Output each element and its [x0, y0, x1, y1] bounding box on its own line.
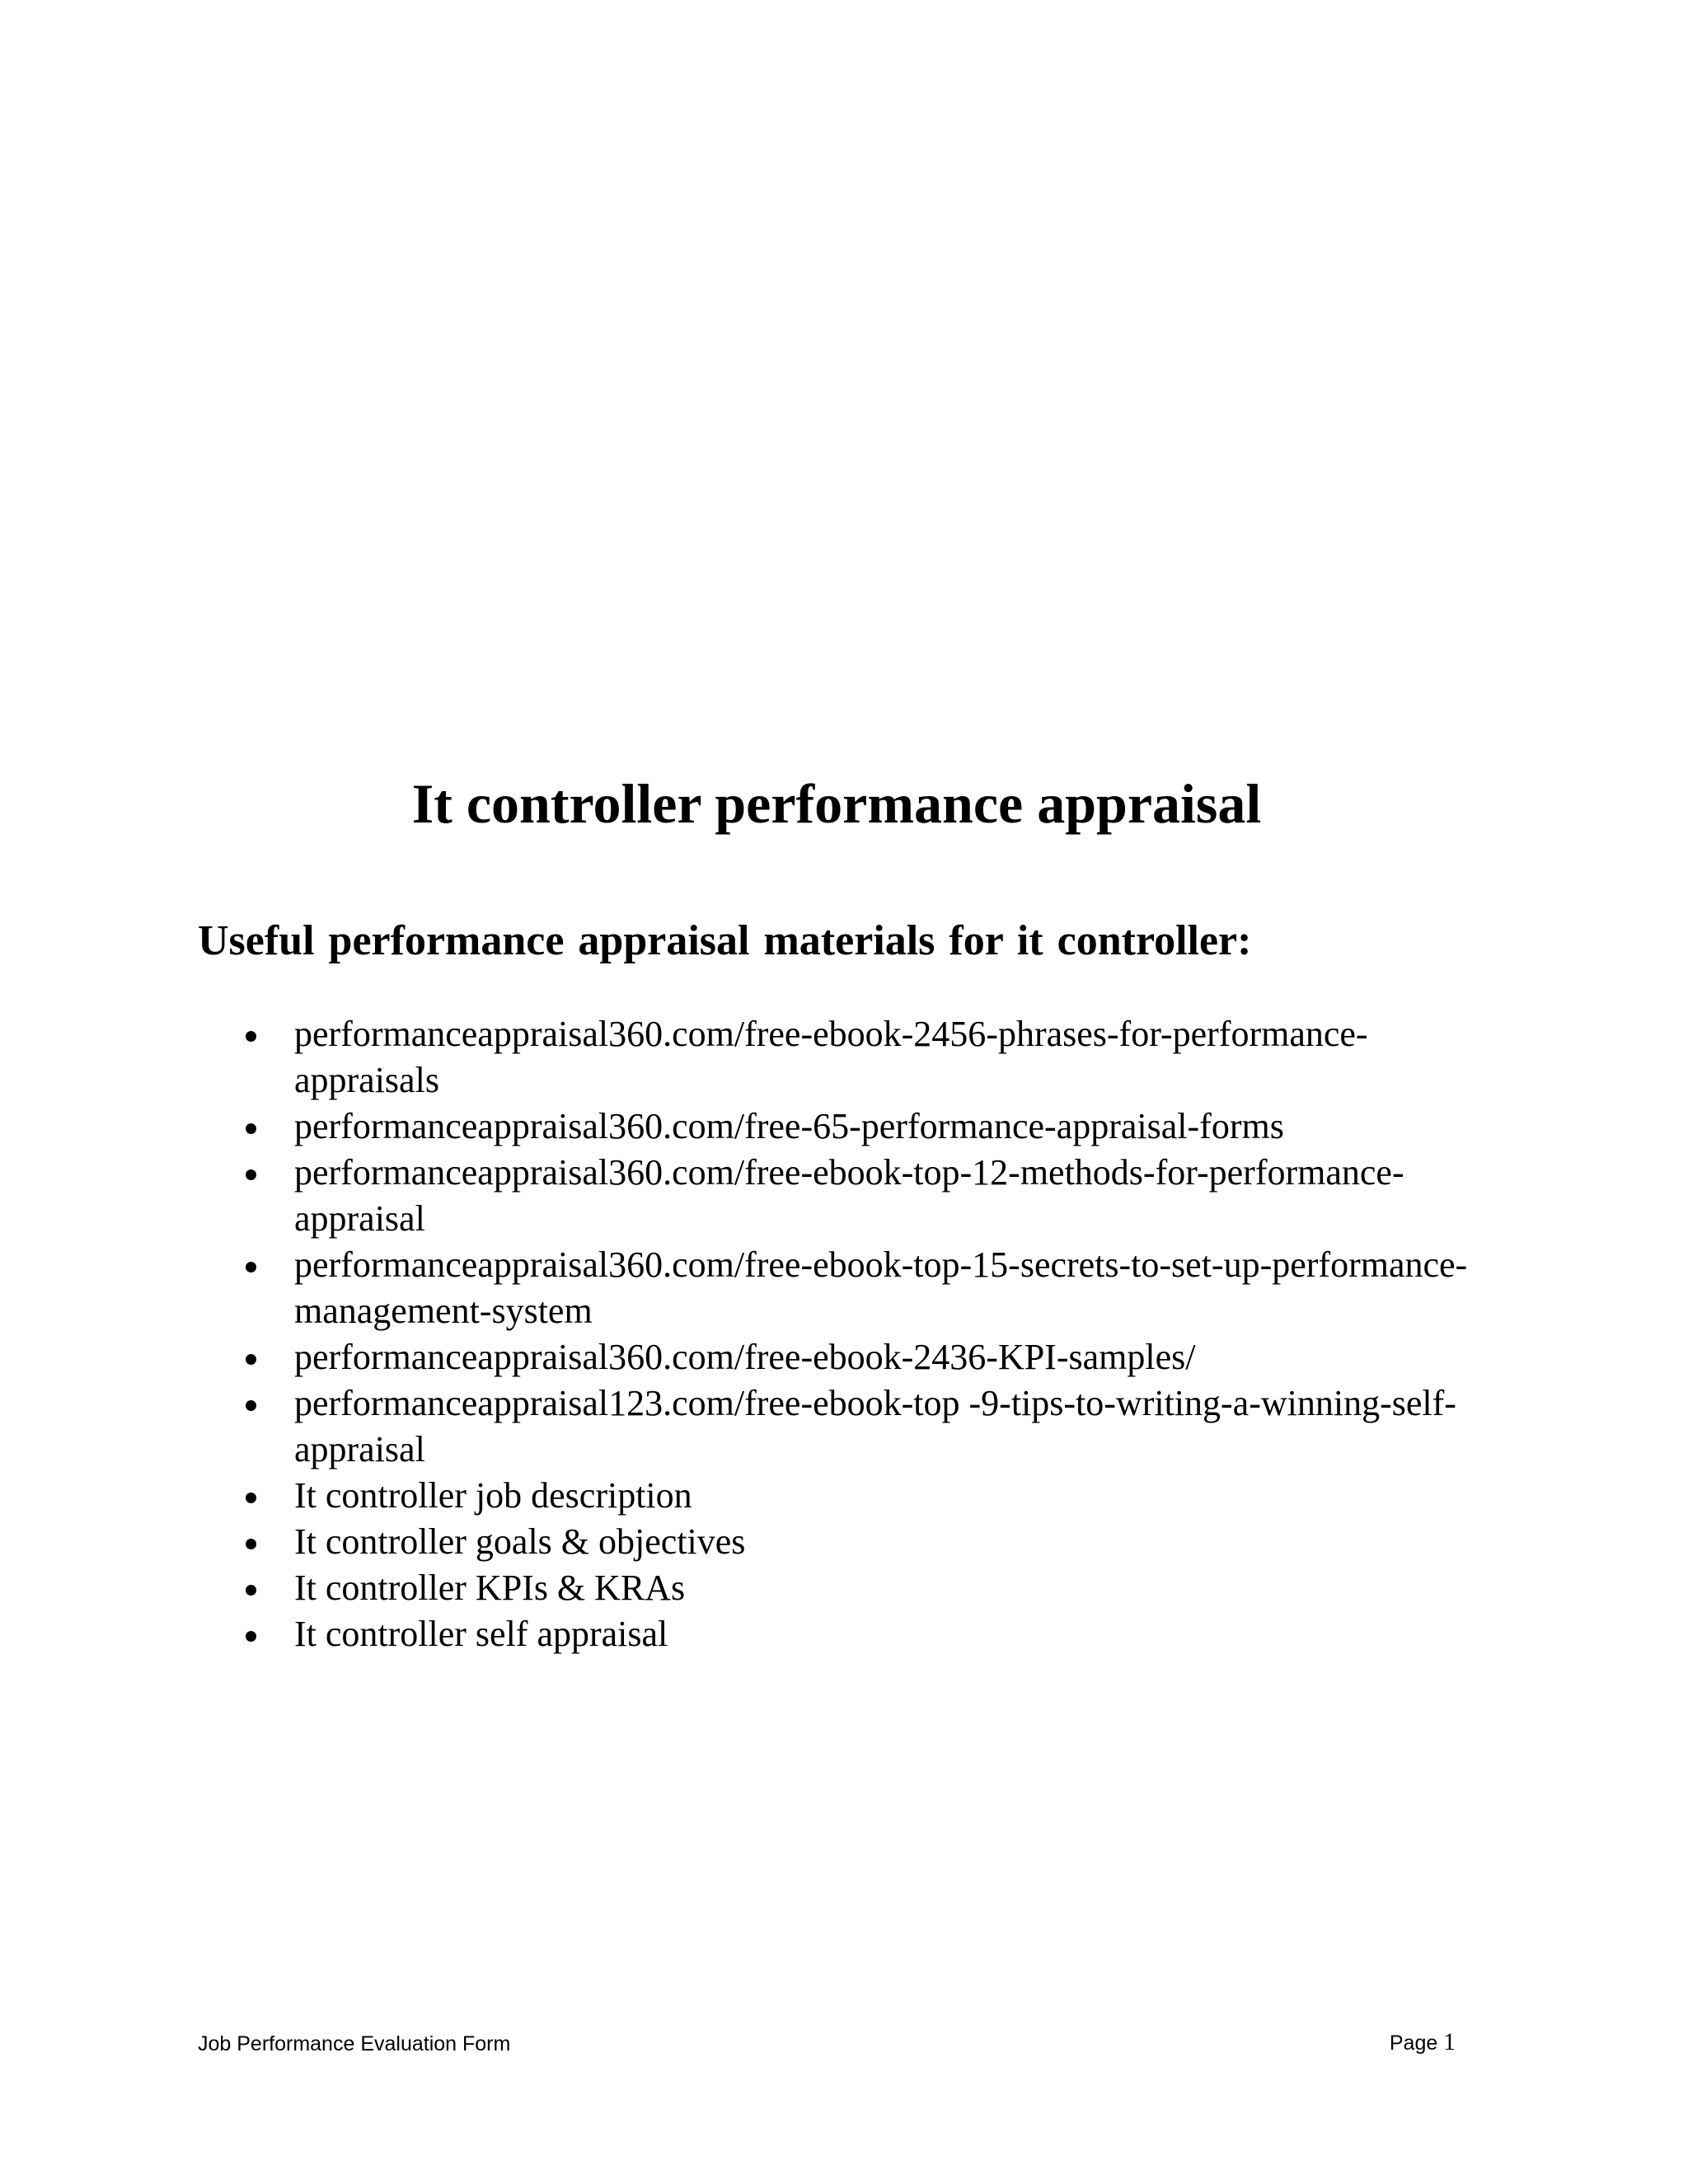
list-item-text: performanceappraisal360.com/free-ebook-top-15-secrets-to-set-up-performance-management-system [294, 1244, 1468, 1331]
page-number: 1 [1443, 2028, 1456, 2055]
list-item [0, 1473, 1481, 1519]
bullet-icon [246, 1585, 256, 1596]
bullet-icon [246, 1400, 256, 1411]
footer-page-number [1390, 2028, 1456, 2057]
list-item [0, 1104, 1481, 1150]
bullet-icon [246, 1631, 256, 1642]
materials-subheading: Useful performance appraisal materials for it controller: [198, 917, 1252, 964]
list-item [0, 1011, 1481, 1104]
materials-list [0, 1011, 1688, 1657]
list-item-text: It controller goals & objectives [294, 1521, 746, 1562]
list-item-text: It controller KPIs & KRAs [294, 1568, 686, 1608]
list-item [0, 1565, 1481, 1611]
list-item-text: performanceappraisal360.com/free-ebook-2436-KPI-samples/ [294, 1337, 1196, 1377]
list-item [0, 1380, 1481, 1473]
bullet-icon [246, 1493, 256, 1503]
list-item [0, 1150, 1481, 1242]
list-item [0, 1242, 1481, 1334]
bullet-icon [246, 1031, 256, 1042]
bullet-icon [246, 1169, 256, 1180]
list-item [0, 1611, 1481, 1657]
list-item-text: performanceappraisal360.com/free-ebook-2456-phrases-for-performance-appraisals [294, 1014, 1368, 1100]
bullet-icon [246, 1262, 256, 1272]
page-label: Page [1389, 2032, 1438, 2055]
list-item-text: performanceappraisal360.com/free-65-performance-appraisal-forms [294, 1106, 1284, 1146]
list-item-text: performanceappraisal123.com/free-ebook-top -9-tips-to-writing-a-winning-self-appraisal [294, 1383, 1456, 1469]
bullet-icon [246, 1123, 256, 1134]
list-item [0, 1334, 1481, 1380]
list-item-text: It controller self appraisal [294, 1614, 668, 1654]
bullet-icon [246, 1354, 256, 1365]
list-item-text: It controller job description [294, 1475, 692, 1516]
list-item [0, 1519, 1481, 1565]
bullet-icon [246, 1539, 256, 1549]
list-item-text: performanceappraisal360.com/free-ebook-top-12-methods-for-performance-appraisal [294, 1152, 1404, 1239]
page-title: It controller performance appraisal [411, 772, 1262, 835]
footer-form-name: Job Performance Evaluation Form [198, 2032, 511, 2055]
